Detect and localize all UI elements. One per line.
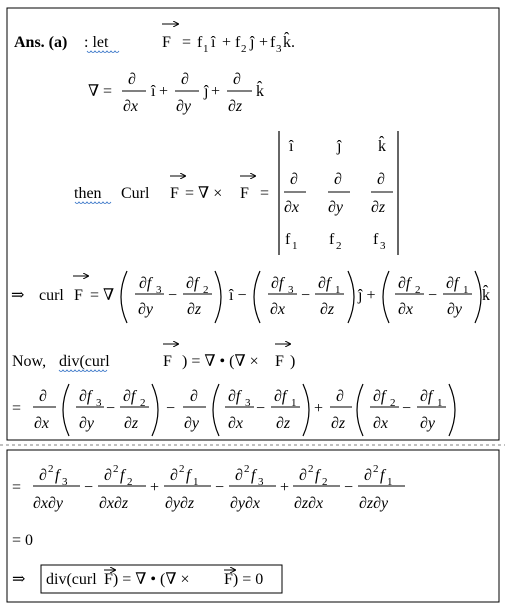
- svg-text:2: 2: [203, 284, 209, 296]
- top-panel-border: [7, 8, 499, 440]
- svg-text:f: f: [373, 231, 379, 248]
- svg-text:∂x: ∂x: [228, 415, 244, 432]
- svg-text:1: 1: [463, 284, 469, 296]
- svg-text:f: f: [380, 467, 385, 484]
- svg-text:=: =: [260, 185, 270, 202]
- svg-text:2: 2: [336, 240, 342, 252]
- svg-text:ĵ: ĵ: [204, 83, 209, 100]
- svg-text:1: 1: [387, 476, 393, 488]
- svg-text:∂y: ∂y: [79, 415, 95, 432]
- svg-text:1: 1: [291, 397, 297, 409]
- svg-text:∂f: ∂f: [420, 388, 433, 405]
- svg-text:ĵ: ĵ: [337, 138, 342, 155]
- svg-text:∂f: ∂f: [186, 275, 199, 292]
- line-ans-definition: [14, 24, 295, 55]
- line-curl-determinant: [74, 131, 398, 255]
- svg-text:∂: ∂: [190, 388, 198, 405]
- svg-text:∂z: ∂z: [124, 415, 139, 432]
- svg-text:∂z: ∂z: [228, 98, 243, 115]
- svg-text:−: −: [428, 287, 438, 304]
- svg-text:= ∇ ×: = ∇ ×: [185, 185, 223, 202]
- svg-text:2: 2: [415, 284, 421, 296]
- svg-text:1: 1: [292, 240, 298, 252]
- svg-text:∂: ∂: [181, 71, 189, 88]
- line-second-derivatives: [12, 463, 405, 512]
- svg-text:∂f: ∂f: [318, 275, 331, 292]
- svg-text:∂x∂y: ∂x∂y: [33, 495, 64, 512]
- svg-text:∂x: ∂x: [123, 98, 139, 115]
- svg-text:∂: ∂: [233, 71, 241, 88]
- svg-text:∂: ∂: [299, 467, 307, 484]
- svg-text:∂f: ∂f: [373, 388, 386, 405]
- svg-text:=: =: [182, 34, 192, 51]
- svg-text:∂x: ∂x: [373, 415, 389, 432]
- svg-text:2: 2: [179, 463, 185, 475]
- svg-text:F: F: [163, 353, 172, 370]
- svg-text:∂f: ∂f: [79, 388, 92, 405]
- svg-text:f: f: [251, 467, 256, 484]
- curl-lower-word: curl: [39, 287, 64, 304]
- svg-text:=: =: [12, 400, 22, 417]
- svg-text:î: î: [151, 83, 156, 100]
- svg-text:∂: ∂: [128, 71, 136, 88]
- svg-text:2: 2: [127, 476, 133, 488]
- svg-text:∂z: ∂z: [320, 301, 335, 318]
- svg-text:f: f: [329, 231, 335, 248]
- svg-text:∂f: ∂f: [398, 275, 411, 292]
- svg-text:∂: ∂: [39, 388, 47, 405]
- svg-text:F: F: [170, 185, 179, 202]
- svg-text:∂x: ∂x: [284, 199, 300, 216]
- svg-text:3: 3: [288, 284, 294, 296]
- svg-text:ĵ +: ĵ +: [358, 287, 376, 304]
- nabla-symbol: ∇: [88, 83, 100, 100]
- svg-text:): ): [290, 353, 296, 370]
- svg-text:∂: ∂: [364, 467, 372, 484]
- svg-text:k̂: k̂: [378, 138, 386, 155]
- svg-text:=: =: [12, 479, 22, 496]
- svg-text:∂f: ∂f: [446, 275, 459, 292]
- svg-text:∂f: ∂f: [228, 388, 241, 405]
- svg-text:+: +: [280, 479, 290, 496]
- svg-text:∂: ∂: [290, 171, 298, 188]
- svg-text:î: î: [211, 34, 216, 51]
- let-text: : let: [84, 34, 109, 51]
- svg-text:∂x: ∂x: [270, 301, 286, 318]
- now-word: Now,: [12, 353, 47, 370]
- svg-text:f: f: [186, 467, 191, 484]
- line-final-result: [12, 565, 282, 593]
- svg-text:2: 2: [48, 463, 54, 475]
- svg-text:⇒: ⇒: [11, 287, 25, 304]
- svg-text:∂: ∂: [235, 467, 243, 484]
- svg-text:∂z: ∂z: [187, 301, 202, 318]
- svg-text:−: −: [168, 287, 178, 304]
- svg-text:F) = ∇ • (∇ ×: F) = ∇ • (∇ ×: [104, 571, 190, 588]
- svg-text:∂: ∂: [39, 467, 47, 484]
- svg-text:−: −: [166, 400, 176, 417]
- svg-text:F) = 0: F) = 0: [224, 571, 264, 588]
- svg-text:f: f: [315, 467, 320, 484]
- line-div-expanded: [12, 384, 455, 436]
- svg-text:f: f: [235, 34, 241, 51]
- svg-text:∂z: ∂z: [276, 415, 291, 432]
- svg-text:∂f: ∂f: [139, 275, 152, 292]
- then-word: then: [74, 185, 102, 202]
- svg-text:−: −: [106, 400, 116, 417]
- svg-text:∂y: ∂y: [176, 98, 192, 115]
- svg-text:−: −: [402, 400, 412, 417]
- svg-text:k̂: k̂: [256, 83, 264, 100]
- svg-text:+: +: [259, 34, 269, 51]
- result-zero: = 0: [12, 532, 34, 549]
- svg-text:2: 2: [373, 463, 379, 475]
- svg-text:∂y: ∂y: [328, 199, 344, 216]
- svg-text:f: f: [270, 34, 276, 51]
- svg-text:k̂: k̂: [482, 287, 490, 304]
- svg-text:∂f: ∂f: [123, 388, 136, 405]
- svg-text:2: 2: [241, 43, 247, 55]
- svg-text:2: 2: [140, 397, 146, 409]
- svg-text:∂z∂y: ∂z∂y: [359, 495, 389, 512]
- svg-text:∂y: ∂y: [420, 415, 436, 432]
- svg-text:f: f: [55, 467, 60, 484]
- svg-text:div(curl: div(curl: [59, 353, 110, 370]
- svg-text:1: 1: [193, 476, 199, 488]
- svg-text:2: 2: [113, 463, 119, 475]
- line-curl-expanded: [11, 271, 490, 323]
- line-nabla-definition: [88, 71, 264, 115]
- svg-text:∂y: ∂y: [138, 301, 154, 318]
- svg-text:2: 2: [244, 463, 250, 475]
- svg-text:−: −: [215, 479, 225, 496]
- svg-text:î: î: [289, 138, 294, 155]
- svg-text:∂f: ∂f: [274, 388, 287, 405]
- svg-text:∂z∂x: ∂z∂x: [294, 495, 324, 512]
- svg-text:∂: ∂: [377, 171, 385, 188]
- line-now-div: [12, 344, 295, 372]
- svg-text:F: F: [240, 185, 249, 202]
- svg-text:3: 3: [245, 397, 251, 409]
- svg-text:∂z: ∂z: [331, 415, 346, 432]
- svg-text:1: 1: [335, 284, 341, 296]
- svg-text:k̂.: k̂.: [283, 34, 295, 51]
- svg-text:−: −: [84, 479, 94, 496]
- curl-word: Curl: [121, 185, 150, 202]
- svg-text:∂x: ∂x: [34, 415, 50, 432]
- svg-text:ĵ: ĵ: [250, 34, 255, 51]
- answer-label: Ans. (a): [14, 34, 68, 51]
- svg-text:î −: î −: [229, 287, 247, 304]
- svg-text:−: −: [256, 400, 266, 417]
- svg-text:2: 2: [308, 463, 314, 475]
- svg-text:3: 3: [96, 397, 102, 409]
- svg-text:∂: ∂: [170, 467, 178, 484]
- svg-text:f: f: [285, 231, 291, 248]
- svg-text:=: =: [103, 83, 113, 100]
- svg-text:∂: ∂: [104, 467, 112, 484]
- svg-text:div(curl: div(curl: [46, 571, 97, 588]
- svg-text:1: 1: [437, 397, 443, 409]
- svg-text:3: 3: [156, 284, 162, 296]
- svg-text:F: F: [74, 287, 83, 304]
- svg-text:∂x∂z: ∂x∂z: [99, 495, 129, 512]
- svg-text:∂f: ∂f: [271, 275, 284, 292]
- svg-text:+: +: [150, 479, 160, 496]
- svg-text:−: −: [344, 479, 354, 496]
- svg-text:∂z: ∂z: [371, 199, 386, 216]
- svg-text:+: +: [314, 400, 324, 417]
- svg-text:2: 2: [322, 476, 328, 488]
- svg-text:= ∇: = ∇: [90, 287, 115, 304]
- svg-text:3: 3: [62, 476, 68, 488]
- svg-text:f: f: [120, 467, 125, 484]
- svg-text:∂x: ∂x: [398, 301, 414, 318]
- svg-text:∂: ∂: [334, 171, 342, 188]
- svg-text:−: −: [301, 287, 311, 304]
- svg-text:∂y: ∂y: [184, 415, 200, 432]
- svg-text:∂y: ∂y: [447, 301, 463, 318]
- vector-F: F: [162, 34, 171, 51]
- svg-text:∂y∂z: ∂y∂z: [165, 495, 195, 512]
- svg-text:⇒: ⇒: [12, 571, 26, 588]
- svg-text:3: 3: [380, 240, 386, 252]
- svg-text:∂: ∂: [336, 388, 344, 405]
- svg-text:F: F: [275, 353, 284, 370]
- svg-text:) = ∇ • (∇ ×: ) = ∇ • (∇ ×: [182, 353, 259, 370]
- svg-text:3: 3: [258, 476, 264, 488]
- svg-text:∂y∂x: ∂y∂x: [230, 495, 261, 512]
- svg-text:f: f: [197, 34, 203, 51]
- svg-text:1: 1: [203, 43, 209, 55]
- svg-text:+: +: [159, 83, 169, 100]
- svg-text:3: 3: [276, 43, 282, 55]
- svg-text:+: +: [211, 83, 221, 100]
- svg-text:+: +: [222, 34, 232, 51]
- svg-text:2: 2: [390, 397, 396, 409]
